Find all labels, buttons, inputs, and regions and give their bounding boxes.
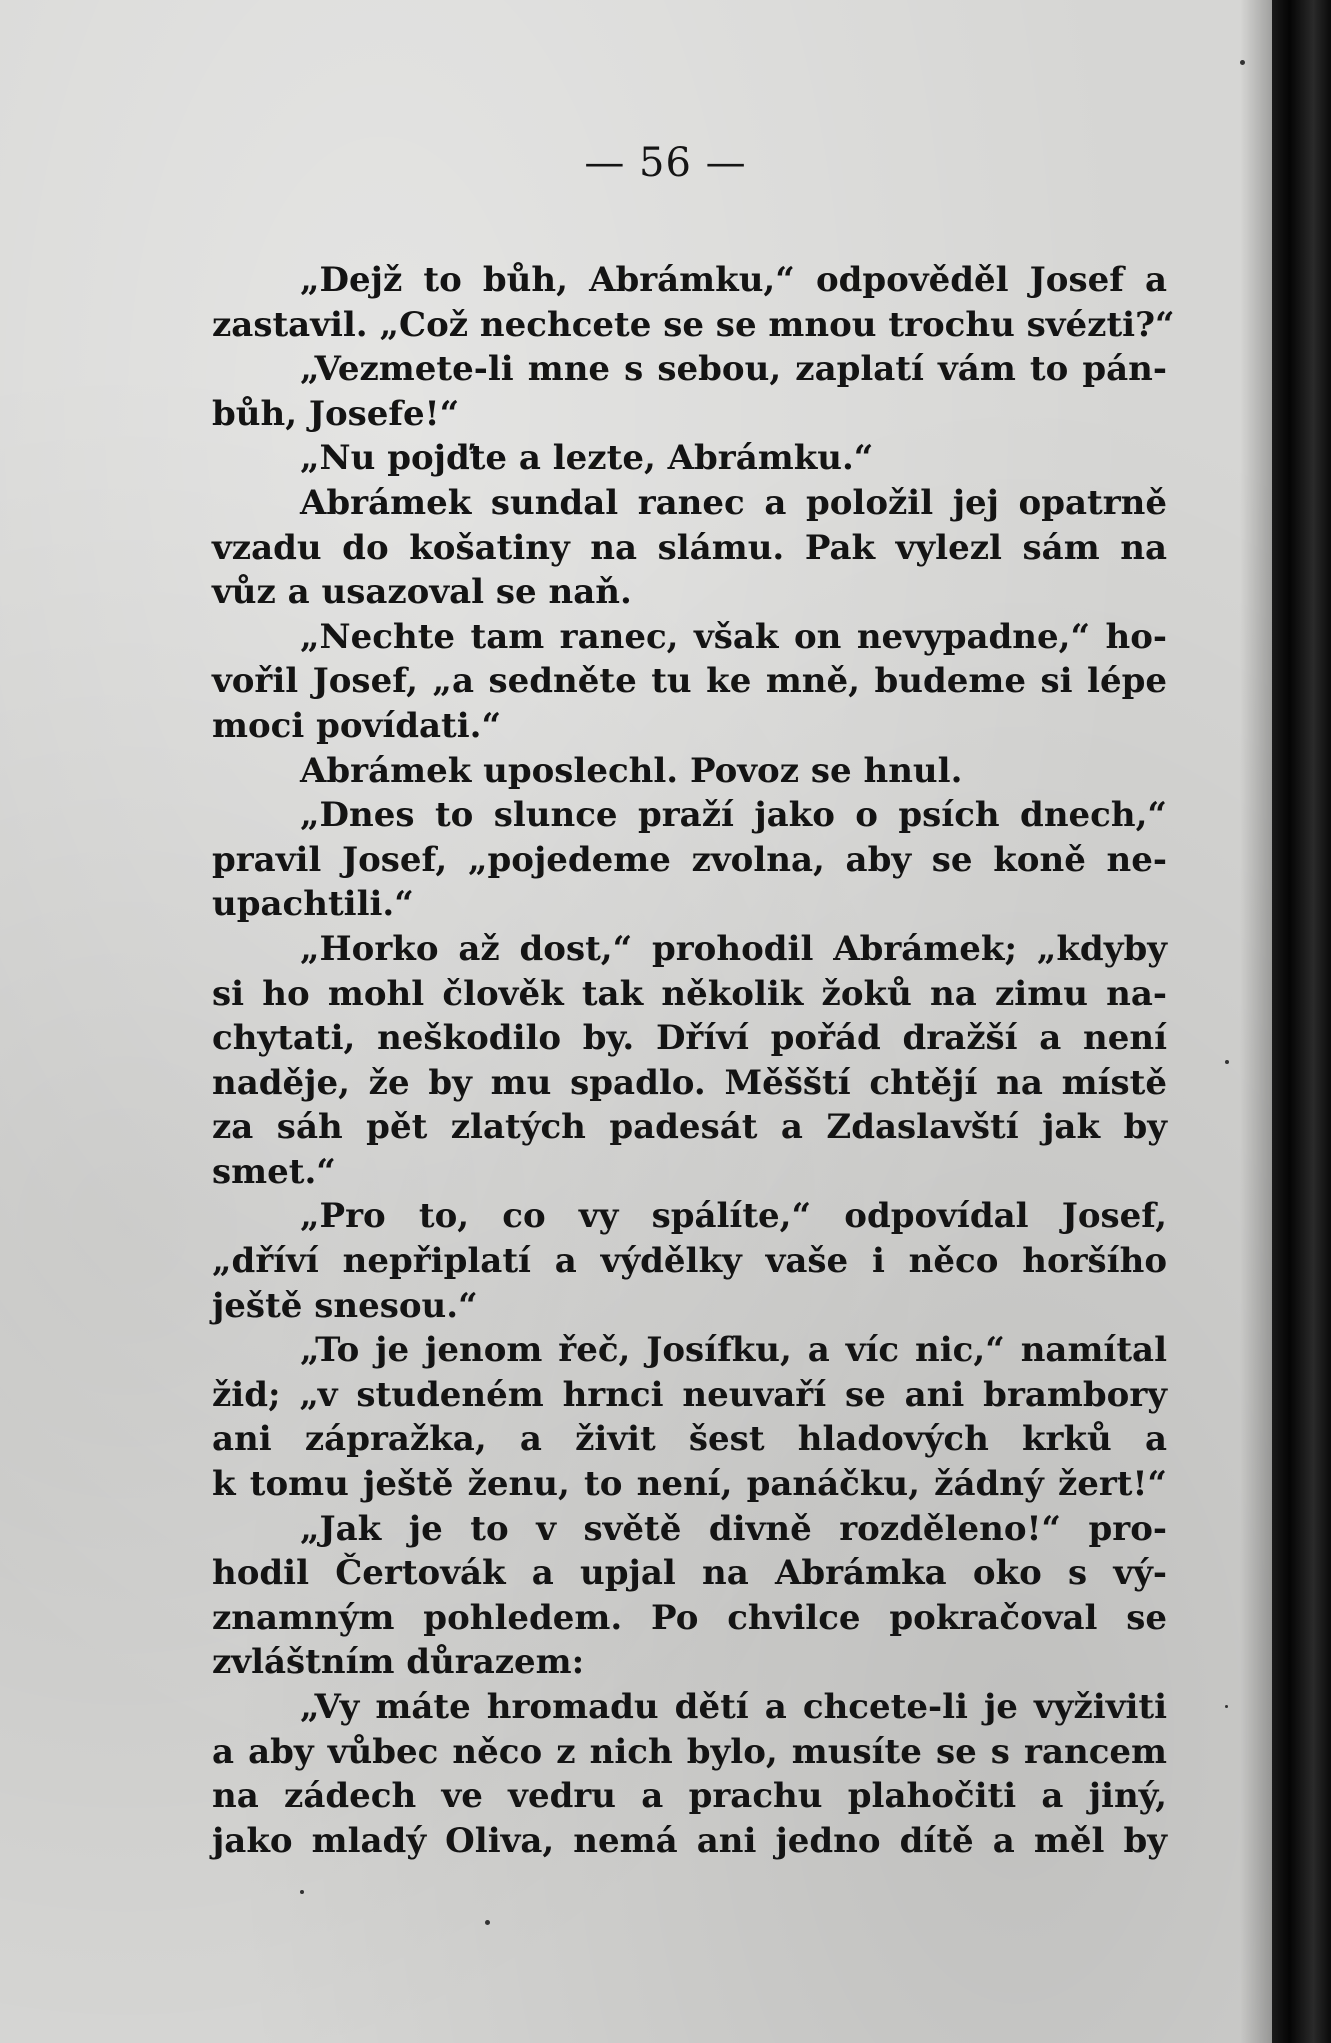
- text-line: „Jak je to v světě divně rozděleno!“ pro-: [300, 1508, 1167, 1549]
- text-line: ještě snesou.“: [212, 1285, 478, 1326]
- text-line: pravil Josef, „pojedeme zvolna, aby se koně ne-: [212, 839, 1167, 880]
- paper-speck: [1225, 1060, 1229, 1064]
- body-text: [212, 258, 1175, 1863]
- text-line: si ho mohl člověk tak několik žoků na zimu na-: [212, 973, 1167, 1014]
- text-line: moci povídati.“: [212, 705, 502, 746]
- paper-speck: [1240, 60, 1245, 65]
- paper-speck: [1225, 1705, 1228, 1708]
- text-line: „Dejž to bůh, Abrámku,“ odpověděl Josef a: [300, 260, 1167, 300]
- text-line: zastavil. „Což nechcete se se mnou trochu svézti?“: [212, 304, 1175, 345]
- text-line: „Nu pojďte a lezte, Abrámku.“: [300, 438, 874, 479]
- text-line: ani zápražka, a živit šest hladových krků a: [212, 1419, 1167, 1460]
- text-line: zvláštním důrazem:: [212, 1642, 585, 1683]
- text-line: „Nechte tam ranec, však on nevypadne,“ ho-: [300, 616, 1167, 657]
- text-line: „Vy máte hromadu dětí a chcete-li je vyživiti: [300, 1687, 1167, 1727]
- text-line: vzadu do košatiny na slámu. Pak vylezl sám na: [212, 527, 1167, 568]
- text-line: smet.“: [212, 1151, 336, 1192]
- text-line: „dříví nepřiplatí a výdělky vaše i něco horšího: [212, 1241, 1167, 1282]
- text-line: hodil Čertovák a upjal na Abrámka oko s vý-: [212, 1553, 1167, 1594]
- text-line: bůh, Josefe!“: [212, 393, 460, 434]
- text-line: „Pro to, co vy spálíte,“ odpovídal Josef,: [300, 1196, 1167, 1237]
- text-line: „Vezmete-li mne s sebou, zaplatí vám to pán-: [300, 349, 1167, 390]
- text-line: znamným pohledem. Po chvilce pokračoval se: [212, 1597, 1167, 1638]
- text-line: „To je jenom řeč, Josífku, a víc nic,“ namítal: [300, 1330, 1167, 1371]
- book-edge: [1272, 0, 1331, 2043]
- text-line: vůz a usazoval se naň.: [212, 572, 632, 613]
- text-line: Abrámek uposlechl. Povoz se hnul.: [300, 750, 963, 791]
- text-line: žid; „v studeném hrnci neuvaří se ani brambory: [212, 1374, 1167, 1415]
- text-line: a aby vůbec něco z nich bylo, musíte se s rancem: [212, 1731, 1167, 1772]
- text-line: vořil Josef, „a sedněte tu ke mně, budeme si lépe: [212, 661, 1167, 702]
- text-line: chytati, neškodilo by. Dříví pořád dražší a není: [212, 1018, 1167, 1059]
- paper-speck: [300, 1890, 304, 1894]
- text-line: upachtili.“: [212, 884, 414, 925]
- page-fold-shadow: [1240, 0, 1272, 2043]
- text-line: „Dnes to slunce praží jako o psích dnech,“: [300, 795, 1167, 836]
- text-line: k tomu ještě ženu, to není, panáčku, žádný žert!“: [212, 1464, 1167, 1505]
- text-line: „Horko až dost,“ prohodil Abrámek; „kdyby: [300, 928, 1167, 969]
- text-line: na zádech ve vedru a prachu plahočiti a jiný,: [212, 1776, 1167, 1817]
- text-line: naděje, že by mu spadlo. Měšští chtějí na místě: [212, 1062, 1167, 1103]
- page-number: — 56 —: [584, 140, 747, 186]
- text-line: Abrámek sundal ranec a položil jej opatrně: [300, 482, 1167, 523]
- text-line: jako mladý Oliva, nemá ani jedno dítě a měl by: [212, 1820, 1167, 1861]
- text-line: za sáh pět zlatých padesát a Zdaslavští jak by: [212, 1107, 1167, 1148]
- paper-speck: [485, 1920, 490, 1925]
